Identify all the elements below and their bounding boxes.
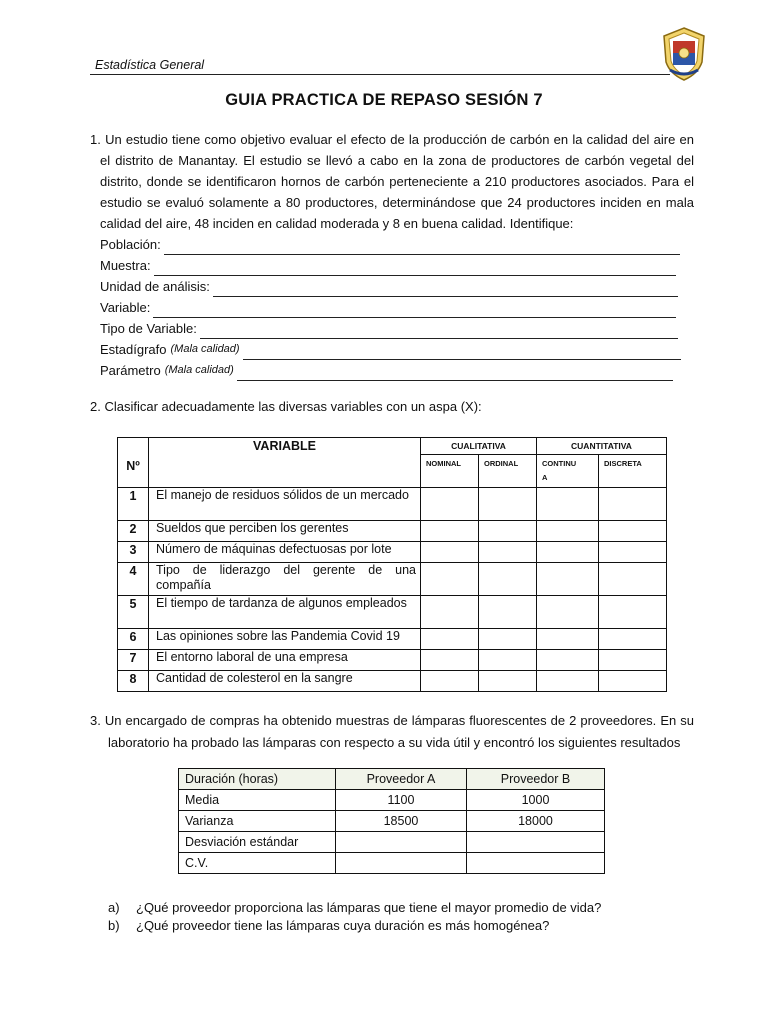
q1-field-label: Población: — [100, 237, 161, 252]
question-1-number: 1. — [90, 132, 101, 147]
variable-number: 2 — [118, 521, 149, 542]
q1-field-note: (Mala calidad) — [164, 364, 234, 376]
stats-row — [179, 811, 605, 832]
variable-row — [118, 629, 667, 650]
q1-answer-line[interactable] — [154, 261, 676, 276]
mark-cell-discreta[interactable] — [599, 488, 667, 521]
stats-value-cell[interactable] — [467, 832, 605, 853]
q1-answer-line[interactable] — [153, 303, 676, 318]
mark-cell-discreta[interactable] — [599, 542, 667, 563]
stats-value-cell: 18000 — [467, 811, 605, 832]
page-title: GUIA PRACTICA DE REPASO SESIÓN 7 — [225, 91, 543, 109]
variable-description: Número de máquinas defectuosas por lote — [149, 542, 421, 563]
q1-field — [90, 255, 694, 276]
stats-row-label: Media — [179, 790, 336, 811]
q1-answer-line[interactable] — [164, 240, 680, 255]
mark-cell-nominal[interactable] — [421, 563, 479, 596]
variable-row — [118, 596, 667, 629]
variable-number: 4 — [118, 563, 149, 596]
q1-field-label: Estadígrafo — [100, 342, 167, 357]
q1-field-label: Tipo de Variable: — [100, 321, 197, 336]
question-3a-text: ¿Qué proveedor proporciona las lámparas que tiene el mayor promedio de vida? — [136, 900, 602, 915]
variable-description: Las opiniones sobre las Pandemia Covid 19 — [149, 629, 421, 650]
question-3b-text: ¿Qué proveedor tiene las lámparas cuya duración es más homogénea? — [136, 918, 550, 933]
mark-cell-continua[interactable] — [537, 542, 599, 563]
q1-field-label: Variable: — [100, 300, 151, 315]
variable-number: 3 — [118, 542, 149, 563]
variable-number: 8 — [118, 671, 149, 692]
variable-description: Tipo de liderazgo del gerente de una compañía — [149, 563, 421, 596]
mark-cell-continua[interactable] — [537, 629, 599, 650]
mark-cell-continua[interactable] — [537, 521, 599, 542]
q1-field-label: Unidad de análisis: — [100, 279, 210, 294]
header-ordinal: ORDINAL — [479, 455, 537, 488]
q1-field — [90, 297, 694, 318]
header-discreta: DISCRETA — [599, 455, 667, 488]
mark-cell-nominal[interactable] — [421, 596, 479, 629]
stats-row — [179, 853, 605, 874]
stats-row-label: Desviación estándar — [179, 832, 336, 853]
question-3b — [108, 918, 549, 933]
variable-description: El manejo de residuos sólidos de un mercado — [149, 488, 421, 521]
stats-row-label: C.V. — [179, 853, 336, 874]
header-nominal: NOMINAL — [421, 455, 479, 488]
question-3b-label: b) — [108, 918, 120, 933]
stats-row-label: Varianza — [179, 811, 336, 832]
mark-cell-ordinal[interactable] — [479, 542, 537, 563]
mark-cell-discreta[interactable] — [599, 629, 667, 650]
question-1-statement: Un estudio tiene como objetivo evaluar el efecto de la producción de carbón en la calidad del aire en el distrito de Manantay. El estudio se llevó a cabo en la zona de productores de carbón vegetal del distrito, donde se identificaron hornos de carbón perteneciente a 210 productores asociados. Para el estudio se evaluó solamente a 80 productores, determinándose que 24 productores inciden en mala calidad del aire, 48 inciden en calidad moderada y 8 en buena calidad. Identifique: — [100, 132, 694, 231]
university-seal-icon — [660, 26, 708, 82]
stats-row — [179, 790, 605, 811]
mark-cell-ordinal[interactable] — [479, 596, 537, 629]
course-name: Estadística General — [95, 58, 205, 72]
question-1-text — [90, 129, 694, 234]
mark-cell-ordinal[interactable] — [479, 488, 537, 521]
mark-cell-discreta[interactable] — [599, 650, 667, 671]
variable-row — [118, 521, 667, 542]
variable-row — [118, 542, 667, 563]
q1-field — [90, 276, 694, 297]
stats-value-cell[interactable] — [336, 832, 467, 853]
mark-cell-nominal[interactable] — [421, 629, 479, 650]
mark-cell-ordinal[interactable] — [479, 563, 537, 596]
mark-cell-nominal[interactable] — [421, 671, 479, 692]
variable-number: 7 — [118, 650, 149, 671]
header-continua: CONTINU A — [537, 455, 599, 488]
stats-row — [179, 832, 605, 853]
mark-cell-ordinal[interactable] — [479, 629, 537, 650]
q1-answer-line[interactable] — [200, 324, 678, 339]
stats-value-cell[interactable] — [336, 853, 467, 874]
stats-value-cell[interactable] — [467, 853, 605, 874]
header-cualitativa: CUALITATIVA — [421, 438, 537, 455]
q1-field — [90, 360, 694, 381]
q1-field — [90, 339, 694, 360]
q1-answer-line[interactable] — [243, 345, 681, 360]
variable-description: Sueldos que perciben los gerentes — [149, 521, 421, 542]
q1-field — [90, 318, 694, 339]
stats-value-cell: 1000 — [467, 790, 605, 811]
mark-cell-ordinal[interactable] — [479, 671, 537, 692]
stats-header-cell: Duración (horas) — [179, 769, 336, 790]
header-variable: VARIABLE — [149, 438, 421, 488]
variable-row — [118, 488, 667, 521]
variable-row — [118, 563, 667, 596]
mark-cell-ordinal[interactable] — [479, 650, 537, 671]
mark-cell-ordinal[interactable] — [479, 521, 537, 542]
question-2-prompt: 2. Clasificar adecuadamente las diversas variables con un aspa (X): — [90, 399, 482, 414]
q1-field-label: Parámetro — [100, 363, 161, 378]
mark-cell-nominal[interactable] — [421, 542, 479, 563]
stats-value-cell: 1100 — [336, 790, 467, 811]
variable-number: 5 — [118, 596, 149, 629]
mark-cell-continua[interactable] — [537, 596, 599, 629]
variable-description: El entorno laboral de una empresa — [149, 650, 421, 671]
stats-value-cell: 18500 — [336, 811, 467, 832]
mark-cell-nominal[interactable] — [421, 650, 479, 671]
lamp-stats-table — [178, 768, 605, 874]
mark-cell-continua[interactable] — [537, 671, 599, 692]
mark-cell-discreta[interactable] — [599, 563, 667, 596]
q1-field-note: (Mala calidad) — [170, 343, 240, 355]
stats-header-cell: Proveedor B — [467, 769, 605, 790]
mark-cell-continua[interactable] — [537, 488, 599, 521]
question-3-text: 3. Un encargado de compras ha obtenido muestras de lámparas fluorescentes de 2 proveedores. En su laboratorio ha probado las lámparas con respecto a su vida útil y encontró los siguientes resultados — [90, 713, 694, 750]
mark-cell-discreta[interactable] — [599, 671, 667, 692]
variable-number: 1 — [118, 488, 149, 521]
mark-cell-nominal[interactable] — [421, 521, 479, 542]
variable-row — [118, 650, 667, 671]
mark-cell-nominal[interactable] — [421, 488, 479, 521]
mark-cell-discreta[interactable] — [599, 521, 667, 542]
header-number: Nº — [118, 438, 149, 488]
q1-field — [90, 234, 694, 255]
question-3a — [108, 900, 601, 915]
variable-description: El tiempo de tardanza de algunos empleados — [149, 596, 421, 629]
stats-header-row — [179, 769, 605, 790]
mark-cell-discreta[interactable] — [599, 596, 667, 629]
mark-cell-continua[interactable] — [537, 563, 599, 596]
q1-answer-line[interactable] — [213, 282, 678, 297]
question-3a-label: a) — [108, 900, 120, 915]
stats-header-cell: Proveedor A — [336, 769, 467, 790]
header-divider — [90, 74, 670, 75]
question-1 — [90, 129, 694, 381]
question-3 — [90, 710, 694, 754]
variables-table — [117, 437, 667, 692]
variable-description: Cantidad de colesterol en la sangre — [149, 671, 421, 692]
mark-cell-continua[interactable] — [537, 650, 599, 671]
header-cuantitativa: CUANTITATIVA — [537, 438, 667, 455]
variable-number: 6 — [118, 629, 149, 650]
q1-answer-line[interactable] — [237, 366, 673, 381]
q1-field-label: Muestra: — [100, 258, 151, 273]
variable-row — [118, 671, 667, 692]
